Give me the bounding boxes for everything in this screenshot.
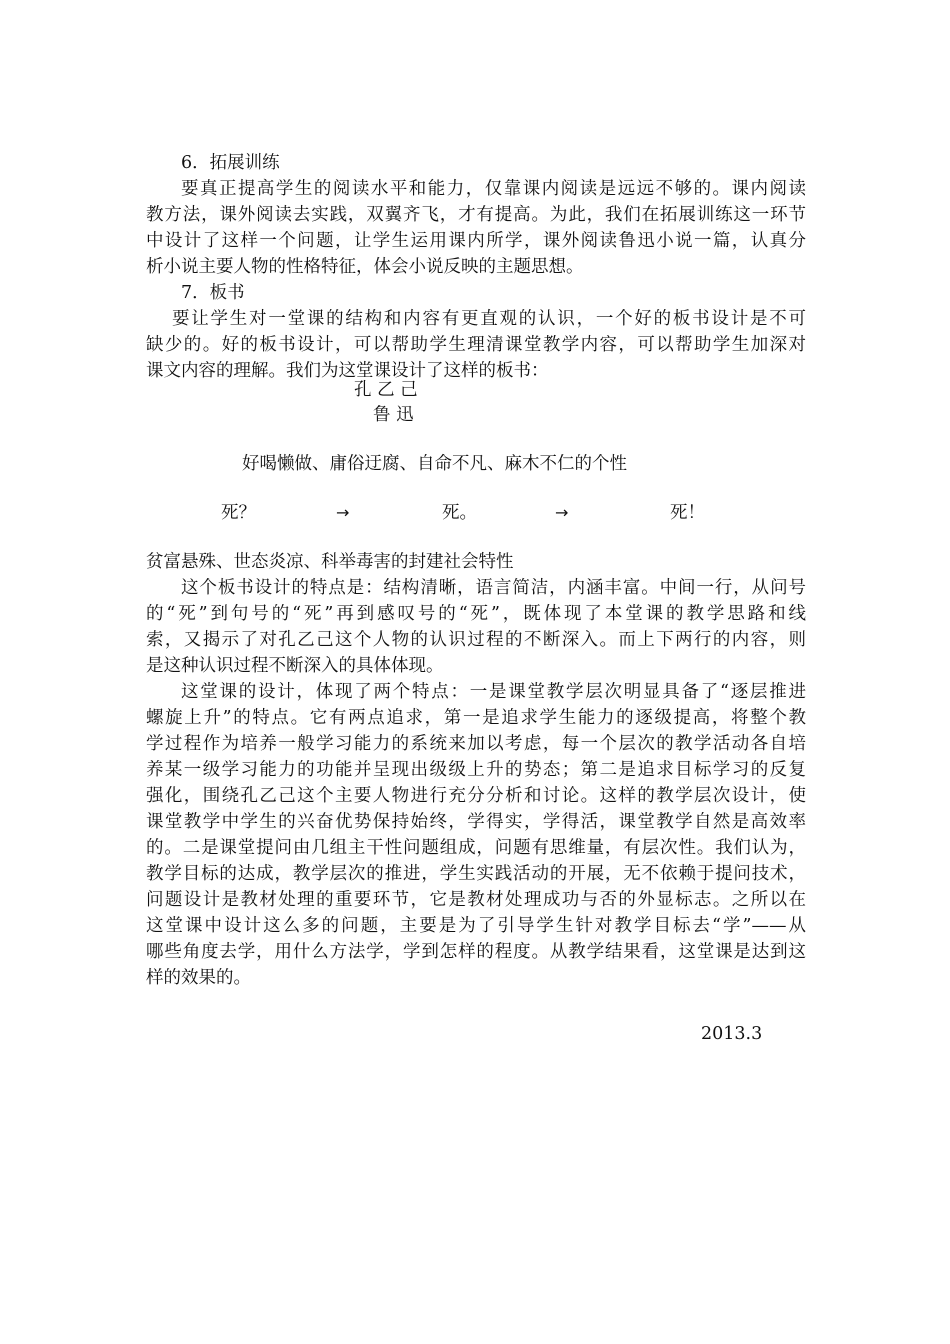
section6-line-2: 教方法，课外阅读去实践，双翼齐飞，才有提高。为此，我们在拓展训练这一环节	[146, 205, 806, 225]
section7-line-3: 课文内容的理解。我们为这堂课设计了这样的板书：	[146, 361, 549, 381]
analysis-p2-line-1: 这堂课的设计，体现了两个特点：一是课堂教学层次明显具备了“逐层推进	[181, 682, 806, 702]
board-death-period: 死。	[442, 503, 477, 523]
analysis-p1-line-4: 是这种认识过程不断深入的具体体现。	[146, 656, 444, 676]
analysis-p2-line-11: 哪些角度去学，用什么方法学，学到怎样的程度。从教学结果看，这堂课是达到这	[146, 942, 806, 962]
section7-line-1: 要让学生对一堂课的结构和内容有更直观的认识，一个好的板书设计是不可	[172, 309, 806, 329]
right-arrow-icon: →	[336, 503, 350, 522]
analysis-p2-line-7: 的。二是课堂提问由几组主干性问题组成，问题有思维量，有层次性。我们认为，	[146, 838, 806, 858]
analysis-p2-line-6: 课堂教学中学生的兴奋优势保持始终，学得实，学得活，课堂教学自然是高效率	[146, 812, 806, 832]
analysis-p2-line-10: 这堂课中设计这么多的问题，主要是为了引导学生针对教学目标去“学”——从	[146, 916, 806, 936]
section6-heading: 6．拓展训练	[181, 153, 280, 173]
board-bottom-row: 贫富悬殊、世态炎凉、科举毒害的封建社会特性	[146, 552, 514, 572]
board-arrow-2	[555, 500, 568, 526]
analysis-p2-line-8: 教学目标的达成，教学层次的推进，学生实践活动的开展，无不依赖于提问技术，	[146, 864, 806, 884]
analysis-p2-line-2: 螺旋上升”的特点。它有两点追求，第一是追求学生能力的逐级提高，将整个教	[146, 708, 806, 728]
section6-line-1: 要真正提高学生的阅读水平和能力，仅靠课内阅读是远远不够的。课内阅读	[181, 179, 806, 199]
analysis-p1-line-3: 索，又揭示了对孔乙己这个人物的认识过程的不断深入。而上下两行的内容，则	[146, 630, 806, 650]
section7-heading: 7．板书	[181, 283, 245, 303]
right-arrow-icon: →	[555, 503, 569, 522]
board-death-question: 死？	[221, 503, 256, 523]
analysis-p2-line-5: 强化，围绕孔乙己这个主要人物进行充分分析和讨论。这样的教学层次设计，使	[146, 786, 806, 806]
board-arrow-1	[336, 500, 349, 526]
analysis-p2-line-4: 养某一级学习能力的功能并呈现出级级上升的势态；第二是追求目标学习的反复	[146, 760, 806, 780]
document-date: 2013.3	[701, 1024, 763, 1044]
section6-line-4: 析小说主要人物的性格特征，体会小说反映的主题思想。	[146, 257, 584, 277]
board-author: 鲁 迅	[373, 405, 414, 425]
board-top-row: 好喝懒做、庸俗迂腐、自命不凡、麻木不仁的个性	[242, 454, 627, 474]
analysis-p1-line-2: 的“死”到句号的“死”再到感叹号的“死”，既体现了本堂课的教学思路和线	[146, 604, 806, 624]
analysis-p1-line-1: 这个板书设计的特点是：结构清晰，语言简洁，内涵丰富。中间一行，从问号	[181, 578, 806, 598]
analysis-p2-line-3: 学过程作为培养一般学习能力的系统来加以考虑，每一个层次的教学活动各自培	[146, 734, 806, 754]
analysis-p2-line-9: 问题设计是教材处理的重要环节，它是教材处理成功与否的外显标志。之所以在	[146, 890, 806, 910]
board-death-exclaim: 死！	[670, 503, 705, 523]
section6-line-3: 中设计了这样一个问题，让学生运用课内所学，课外阅读鲁迅小说一篇，认真分	[146, 231, 806, 251]
board-title: 孔 乙 己	[354, 380, 418, 400]
analysis-p2-line-12: 样的效果的。	[146, 968, 251, 988]
section7-line-2: 缺少的。好的板书设计，可以帮助学生理清课堂教学内容，可以帮助学生加深对	[146, 335, 806, 355]
